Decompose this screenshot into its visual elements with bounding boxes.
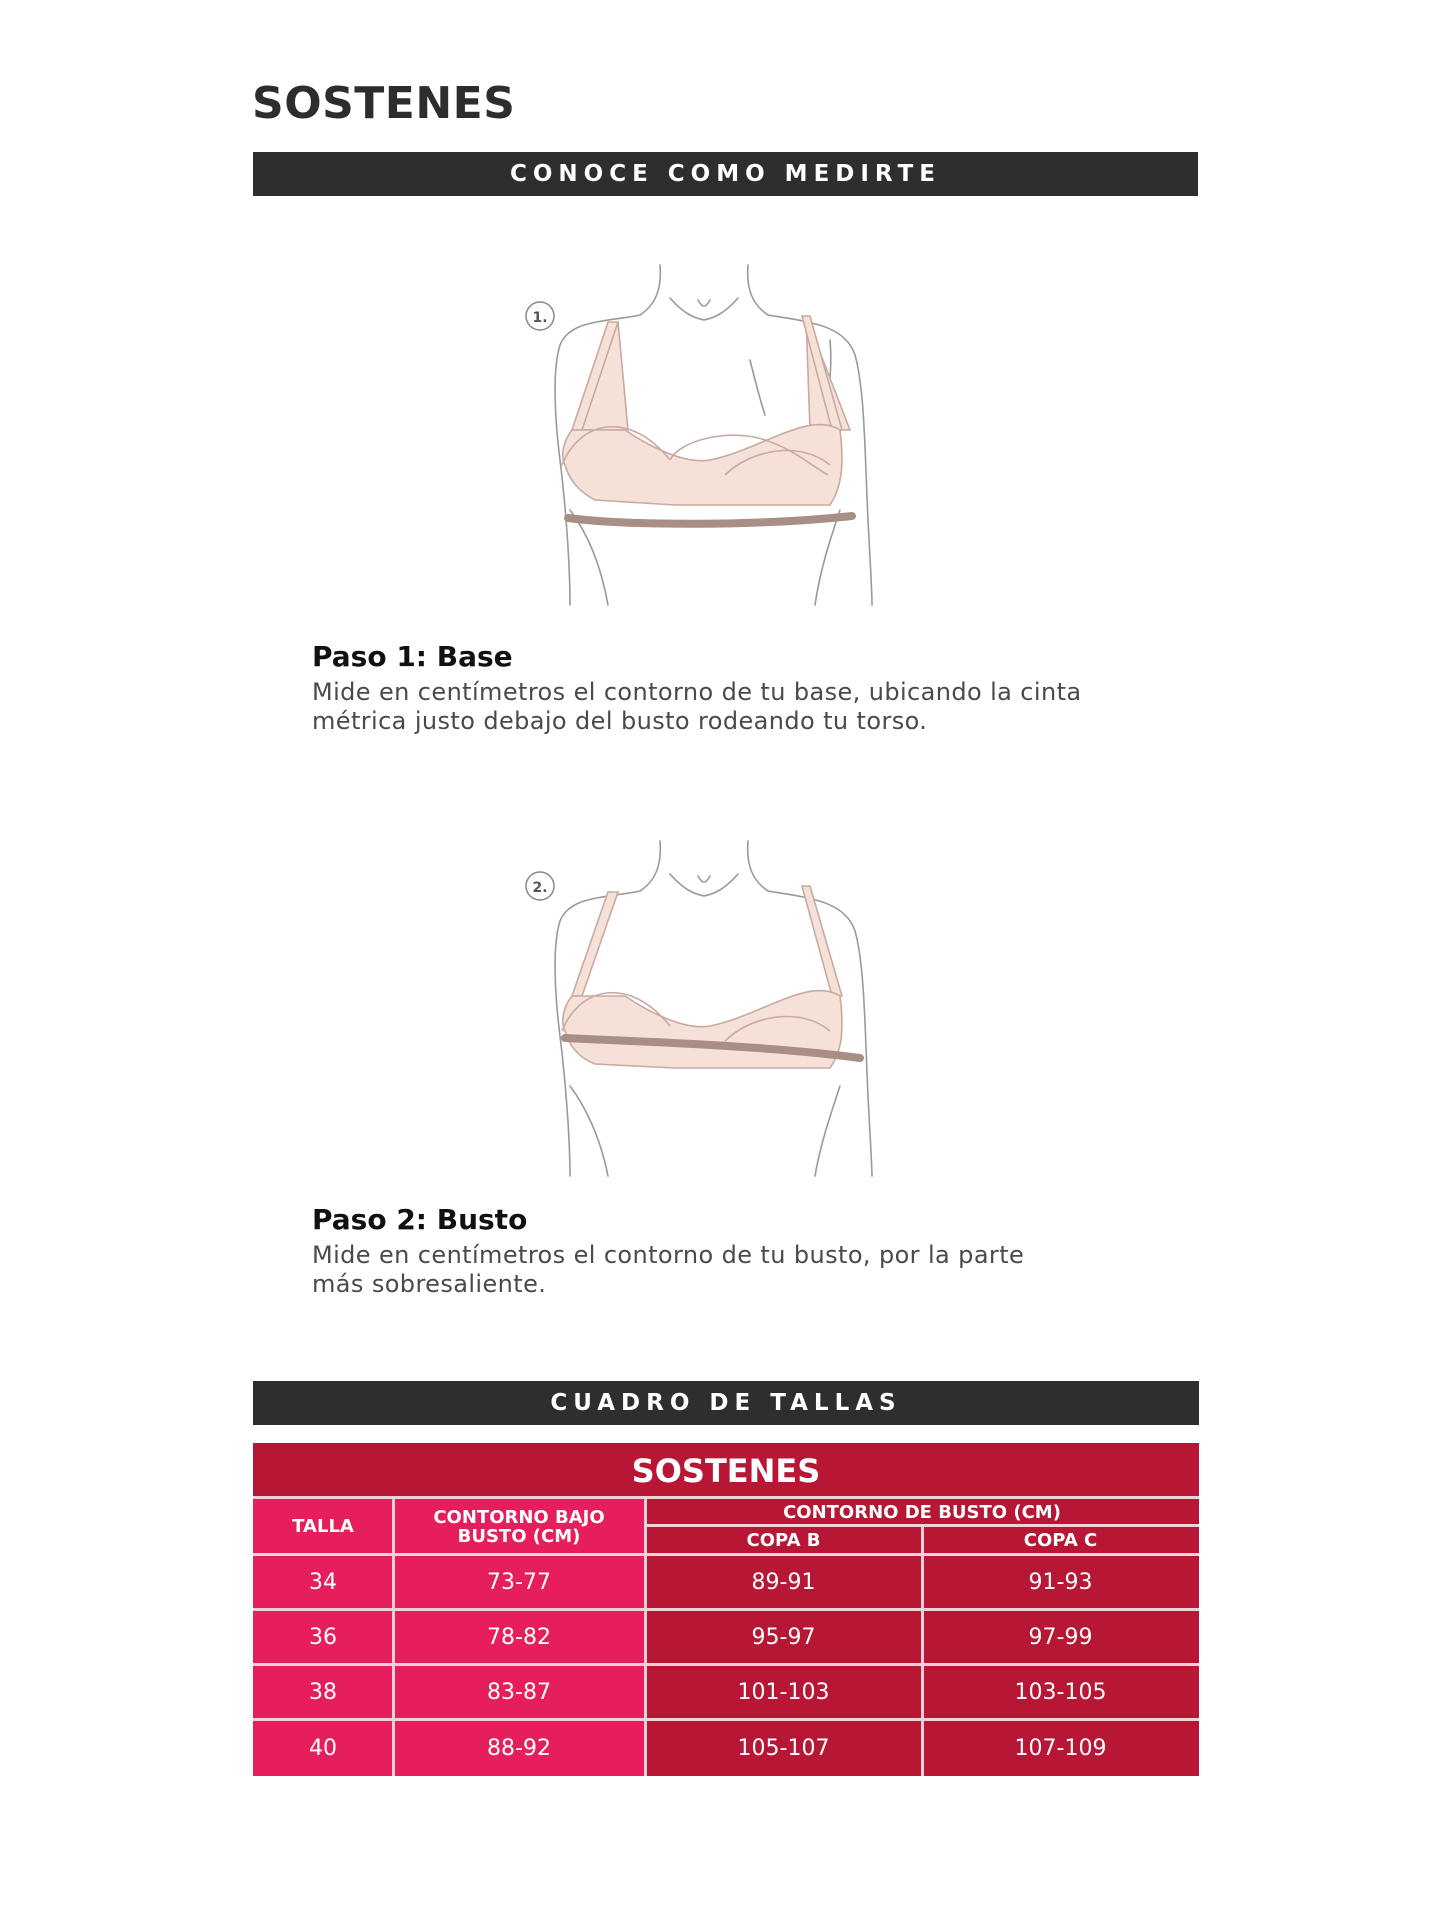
table-cell-bajo: 78-82	[393, 1610, 645, 1665]
col-header-bajo-busto	[393, 1498, 645, 1555]
table-cell-copa-b: 101-103	[645, 1665, 922, 1720]
step-1	[312, 640, 1172, 736]
step-2-badge: 2.	[532, 880, 548, 896]
step-1-title: Paso 1: Base	[312, 640, 513, 673]
table-cell-copa-c: 91-93	[922, 1555, 1199, 1610]
step-1-desc-line2: métrica justo debajo del busto rodeando tu torso.	[312, 707, 928, 735]
sizes-section-heading: CUADRO DE TALLAS	[253, 1381, 1199, 1425]
step-2-title: Paso 2: Busto	[312, 1203, 528, 1236]
table-cell-talla: 34	[253, 1555, 393, 1610]
table-cell-copa-c: 107-109	[922, 1720, 1199, 1776]
table-cell-copa-c: 97-99	[922, 1610, 1199, 1665]
step-1-desc-line1: Mide en centímetros el contorno de tu base, ubicando la cinta	[312, 678, 1082, 706]
table-cell-copa-c: 103-105	[922, 1665, 1199, 1720]
table-cell-copa-b: 105-107	[645, 1720, 922, 1776]
table-divider	[392, 1498, 395, 1776]
col-header-copa-c: COPA C	[922, 1526, 1199, 1555]
col-header-bajo-busto-line1: CONTORNO BAJO	[433, 1506, 605, 1528]
step-1-badge: 1.	[532, 310, 548, 326]
table-divider	[921, 1526, 924, 1776]
col-header-bajo-busto-line2: BUSTO (CM)	[457, 1525, 581, 1547]
bra-bust-measure-illustration	[510, 836, 910, 1181]
measure-section-heading: CONOCE COMO MEDIRTE	[253, 152, 1198, 196]
table-cell-talla: 38	[253, 1665, 393, 1720]
table-cell-bajo: 73-77	[393, 1555, 645, 1610]
size-table	[253, 1443, 1199, 1776]
table-divider	[644, 1498, 647, 1776]
table-cell-bajo: 88-92	[393, 1720, 645, 1776]
step-2-desc-line2: más sobresaliente.	[312, 1270, 547, 1298]
step-2-desc-line1: Mide en centímetros el contorno de tu busto, por la parte	[312, 1241, 1025, 1269]
col-header-copa-b: COPA B	[645, 1526, 922, 1555]
table-cell-copa-b: 95-97	[645, 1610, 922, 1665]
table-cell-talla: 40	[253, 1720, 393, 1776]
size-table-title: SOSTENES	[253, 1443, 1199, 1498]
col-header-talla: TALLA	[253, 1498, 393, 1555]
table-cell-bajo: 83-87	[393, 1665, 645, 1720]
col-header-busto-group: CONTORNO DE BUSTO (CM)	[645, 1498, 1199, 1526]
table-cell-talla: 36	[253, 1610, 393, 1665]
step-2	[312, 1203, 1172, 1299]
table-cell-copa-b: 89-91	[645, 1555, 922, 1610]
page-title: SOSTENES	[252, 78, 516, 129]
bra-base-measure-illustration	[510, 260, 910, 608]
